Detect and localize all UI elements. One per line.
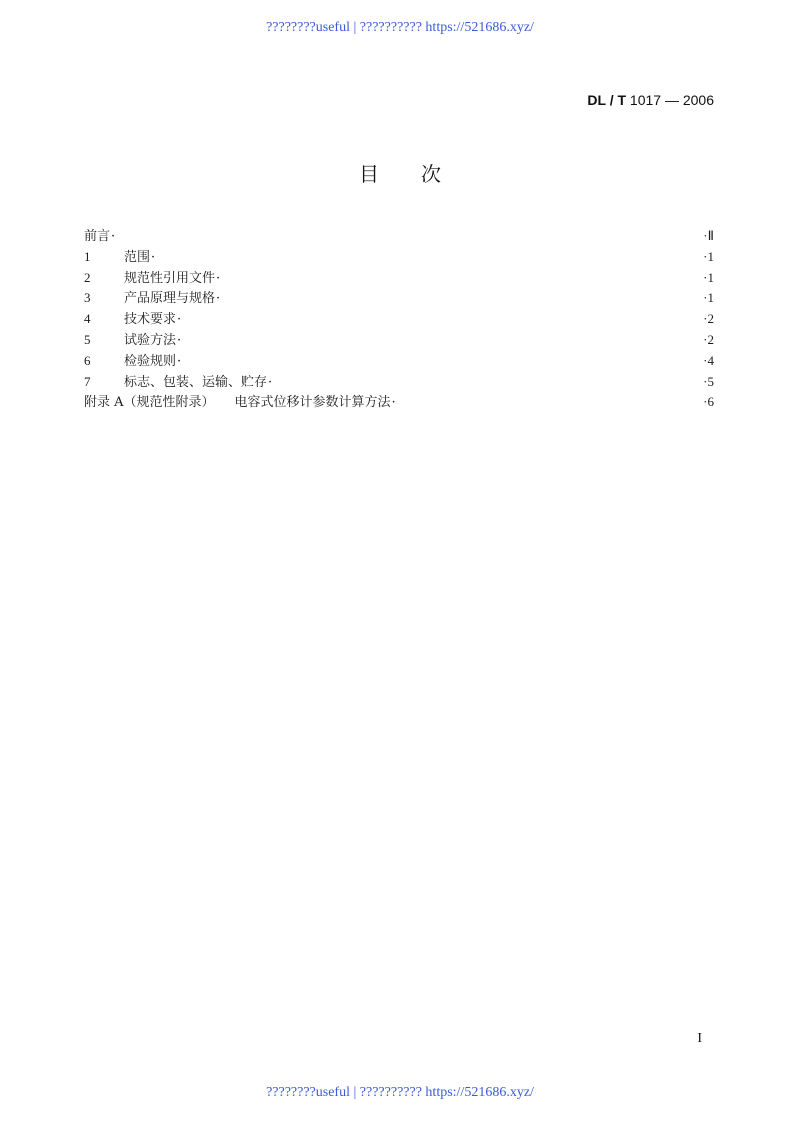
page-number: I <box>697 1031 702 1046</box>
toc-entry-label: 产品原理与规格 <box>124 291 216 307</box>
toc-leader-dot: · <box>177 312 182 328</box>
toc-leader-dot: · <box>111 229 116 244</box>
toc-entry-label: 前言 <box>84 229 111 244</box>
toc-entry-number: 4 <box>84 311 91 327</box>
toc-entry-number: 7 <box>84 373 91 389</box>
toc-entry-page: ·1 <box>703 290 714 306</box>
toc-entry-page: ·1 <box>703 269 714 285</box>
toc-entry-page: ·1 <box>703 248 714 264</box>
toc-entry-prefix: 附录 A（规范性附录） <box>84 395 215 411</box>
toc-leader-dot: · <box>151 249 156 265</box>
toc-entry-appendix-a[interactable] <box>84 392 714 413</box>
toc-leader-dot: · <box>177 332 182 348</box>
table-of-contents <box>84 226 714 413</box>
toc-entry-page: ·6 <box>703 394 714 410</box>
toc-entry-label: 范围 <box>124 249 151 265</box>
toc-entry-page: ·Ⅱ <box>703 228 714 243</box>
standard-number: 1017 — 2006 <box>629 92 714 108</box>
toc-leader-dot: · <box>268 374 273 390</box>
toc-entry-page: ·5 <box>703 373 714 389</box>
watermark-link-top[interactable]: ????????useful | ?????????? https://521686.xyz/ <box>266 20 534 35</box>
toc-entry-number: 5 <box>84 331 91 347</box>
toc-leader-dot: · <box>177 353 182 369</box>
toc-entry-page: ·2 <box>703 311 714 327</box>
toc-entry-label: 规范性引用文件 <box>124 270 216 286</box>
toc-entry-inspection-rules[interactable] <box>84 351 714 372</box>
toc-entry-technical-requirements[interactable] <box>84 309 714 330</box>
toc-title: 目次 <box>359 162 483 186</box>
standard-code <box>587 92 714 108</box>
toc-entry-test-methods[interactable] <box>84 330 714 351</box>
toc-entry-marking-packaging[interactable] <box>84 372 714 393</box>
toc-entry-label: 电容式位移计参数计算方法 <box>234 395 391 411</box>
toc-entry-normative-references[interactable] <box>84 268 714 289</box>
toc-entry-label: 标志、包装、运输、贮存 <box>124 374 268 390</box>
toc-entry-number: 3 <box>84 290 91 306</box>
toc-entry-number: 2 <box>84 269 91 285</box>
toc-entry-principle-and-specs[interactable] <box>84 288 714 309</box>
toc-entry-page: ·2 <box>703 331 714 347</box>
toc-entry-label: 技术要求 <box>124 312 177 328</box>
toc-entry-scope[interactable] <box>84 247 714 268</box>
watermark-link-bottom[interactable]: ????????useful | ?????????? https://521686.xyz/ <box>266 1085 534 1100</box>
toc-leader-dot: · <box>391 395 396 411</box>
toc-entry-foreword[interactable] <box>84 226 714 247</box>
toc-entry-label: 检验规则 <box>124 353 177 369</box>
standard-prefix: DL / T <box>587 92 627 108</box>
toc-entry-page: ·4 <box>703 352 714 368</box>
toc-entry-label: 试验方法 <box>124 332 177 348</box>
toc-leader-dot: · <box>216 291 221 307</box>
toc-leader-dot: · <box>216 270 221 286</box>
toc-entry-number: 6 <box>84 352 91 368</box>
toc-entry-number: 1 <box>84 248 91 264</box>
